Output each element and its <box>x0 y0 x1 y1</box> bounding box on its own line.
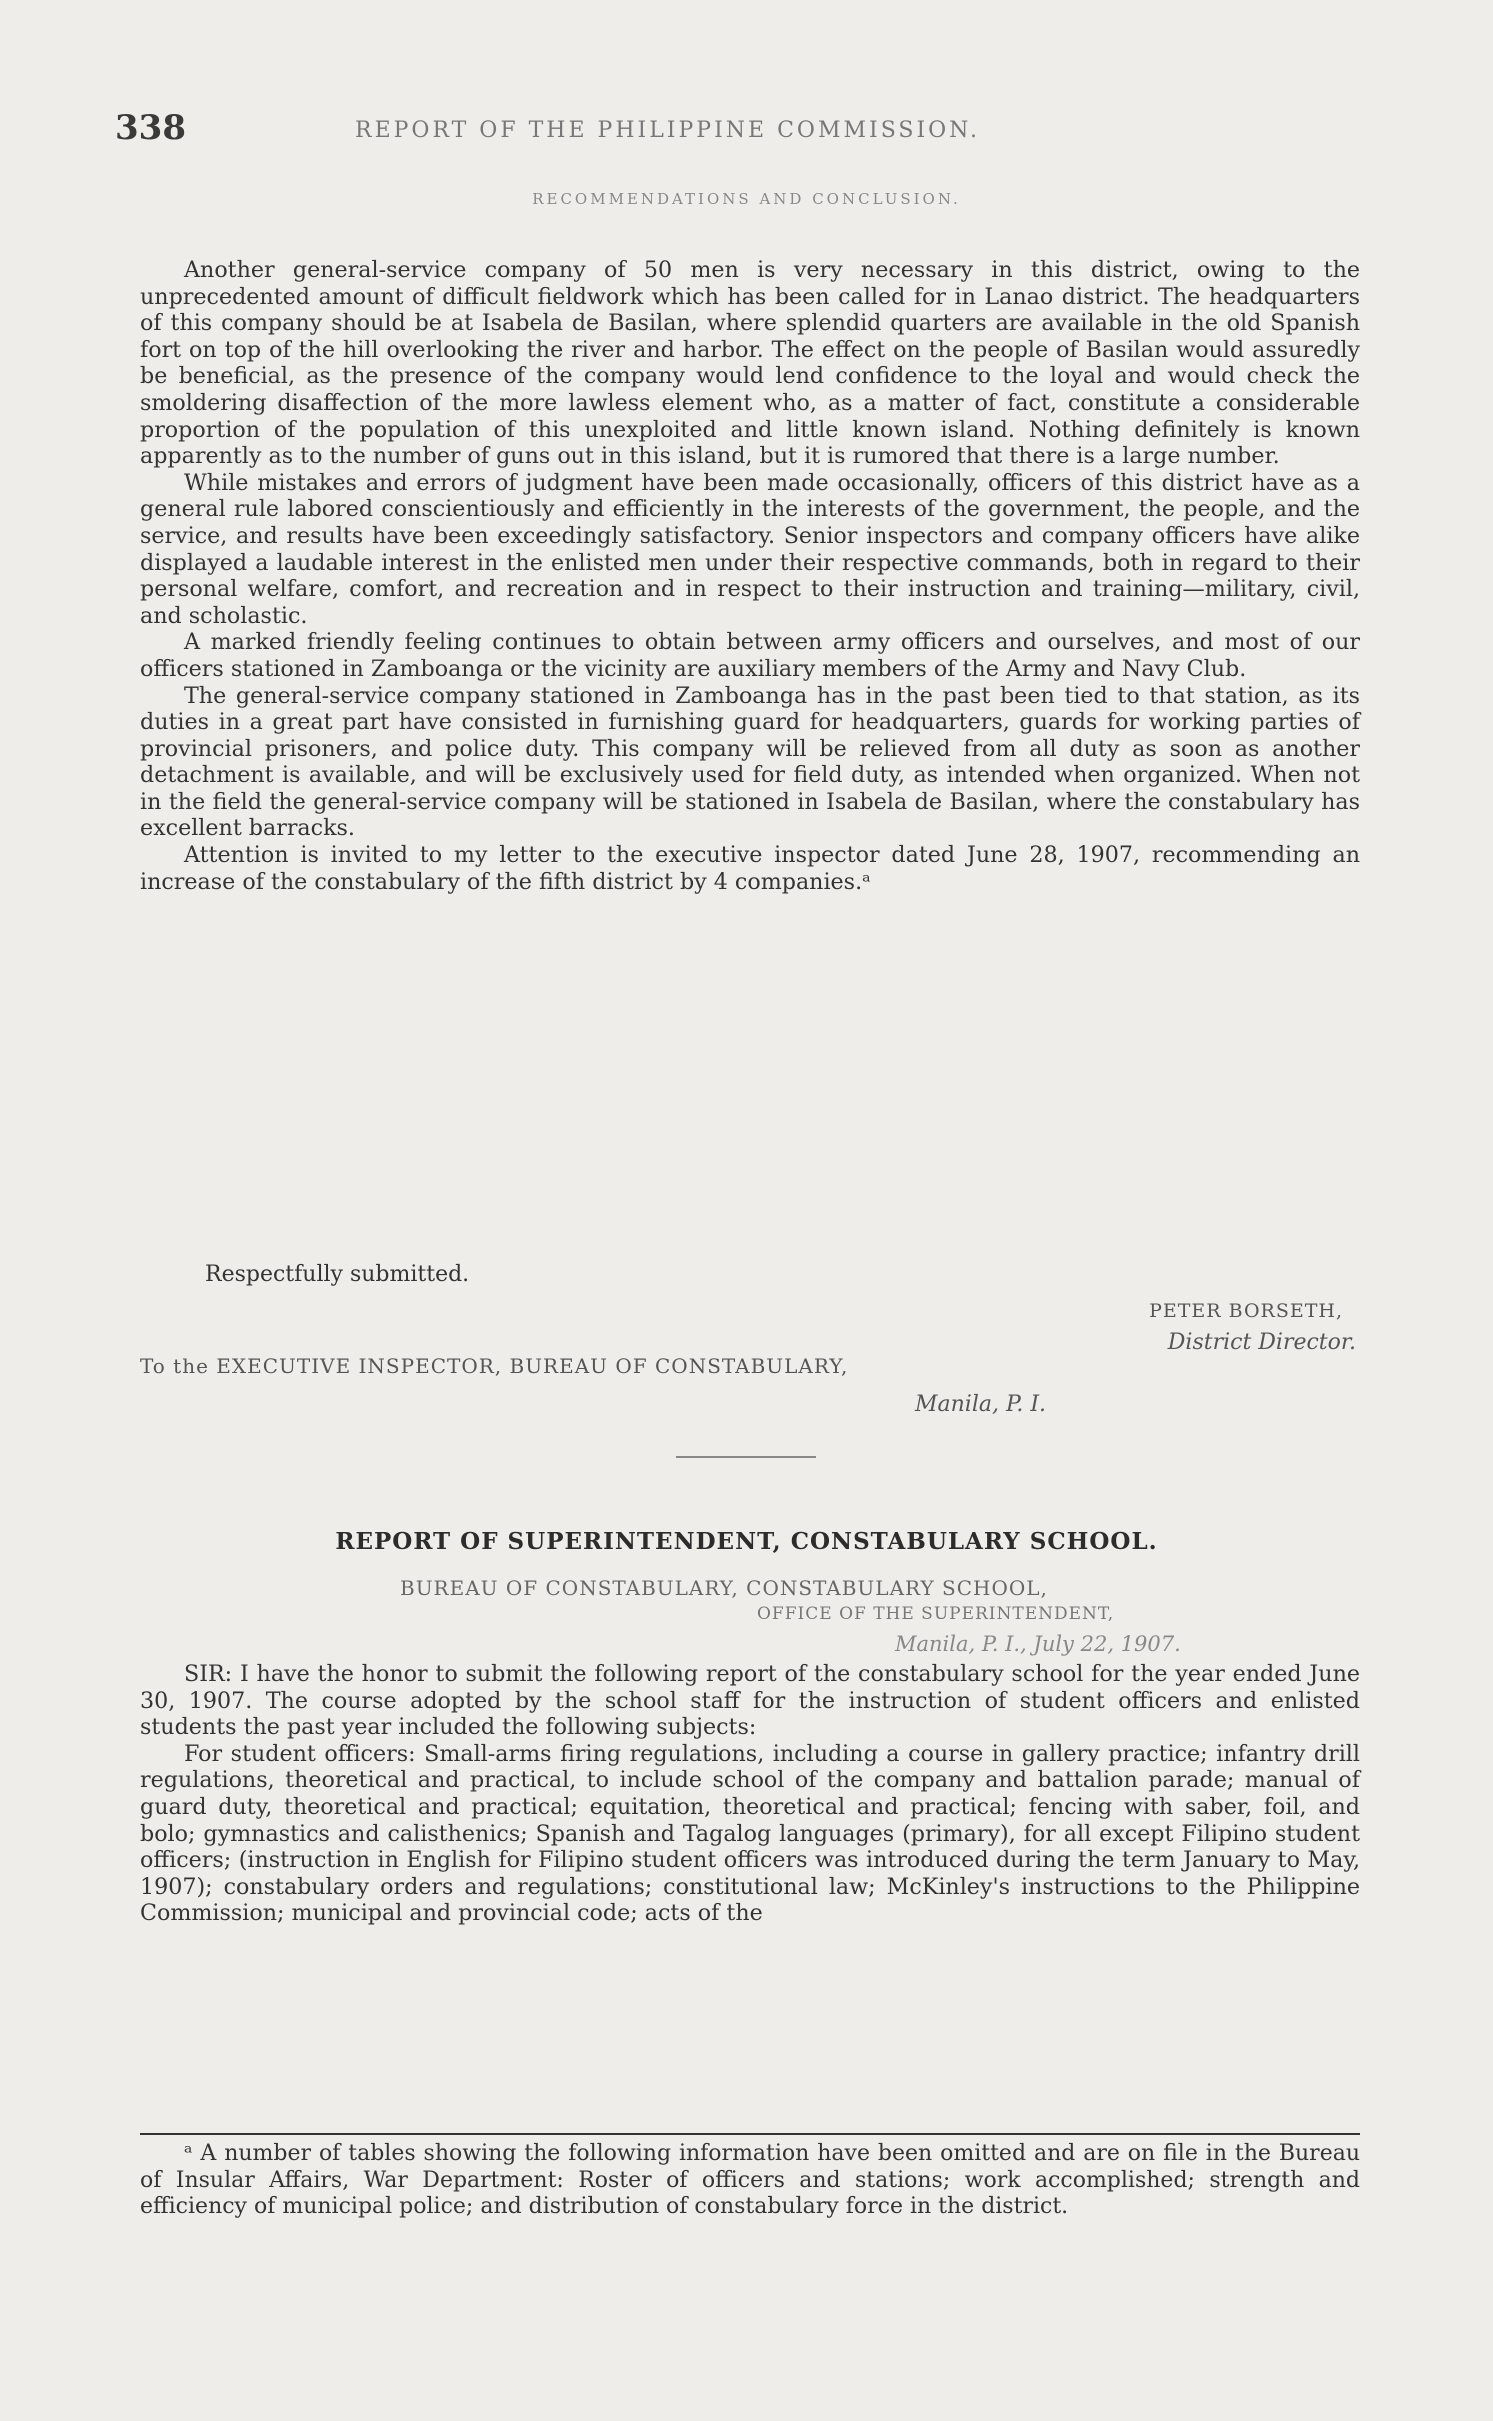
report-date: Manila, P. I., July 22, 1907. <box>895 1632 1181 1656</box>
paragraph: Another general-service company of 50 men is very necessary in this district, owing to the unprecedented amount of difficult fieldwork which has been called for in Lanao district. The headquarters of this company should be at Isabela de Basilan, where splendid quarters are available in the old Spanish fort on top of the hill overlooking the river and harbor. The effect on the people of Basilan would assuredly be beneficial, as the presence of the company would lend confidence to the loyal and would check the smoldering disaffection of the more lawless element who, as a matter of fact, constitute a considerable proportion of the population of this unexploited and little known island. Nothing definitely is known apparently as to the number of guns out in this island, but it is rumored that there is a large number. <box>140 257 1360 470</box>
closing-line: Respectfully submitted. <box>205 1262 470 1287</box>
footnote-divider <box>140 2133 1360 2135</box>
paragraph: SIR: I have the honor to submit the following report of the constabulary school for the year ended June 30, 1907. The course adopted by the school staff for the instruction of student officers and enlisted students the past year included the following subjects: <box>140 1661 1360 1741</box>
paragraph: For student officers: Small-arms firing regulations, including a course in gallery practice; infantry drill regulations, theoretical and practical, to include school of the company and battalion parade; manual of guard duty, theoretical and practical; equitation, theoretical and practical; fencing with saber, foil, and bolo; gymnastics and calisthenics; Spanish and Tagalog languages (primary), for all except Filipino student officers; (instruction in English for Filipino student officers was introduced during the term January to May, 1907); constabulary orders and regulations; constitutional law; McKinley's instructions to the Philippine Commission; municipal and provincial code; acts of the <box>140 1740 1360 1927</box>
addressee-city: Manila, P. I. <box>915 1392 1047 1417</box>
paragraph: While mistakes and errors of judgment have been made occasionally, officers of this district have as a general rule labored conscientiously and efficiently in the interests of the government, the people, and the service, and results have been exceedingly satisfactory. Senior inspectors and company officers have alike displayed a laudable interest in the enlisted men under their respective commands, both in regard to their personal welfare, comfort, and recreation and in respect to their instruction and training—military, civil, and scholastic. <box>140 469 1360 629</box>
report-from: BUREAU OF CONSTABULARY, CONSTABULARY SCHOOL, <box>400 1576 1048 1600</box>
running-header <box>115 108 1355 148</box>
signer-name: PETER BORSETH, <box>1149 1300 1343 1322</box>
report-body <box>140 1661 1360 1927</box>
signer-title: District Director. <box>1167 1330 1356 1355</box>
report-office: OFFICE OF THE SUPERINTENDENT, <box>757 1604 1115 1624</box>
report-title: REPORT OF SUPERINTENDENT, CONSTABULARY SCHOOL. <box>335 1528 1158 1555</box>
paragraph: A marked friendly feeling continues to obtain between army officers and ourselves, and most of our officers stationed in Zamboanga or the vicinity are auxiliary members of the Army and Navy Club. <box>140 629 1360 682</box>
section-divider <box>676 1456 816 1458</box>
letter-body <box>140 257 1360 895</box>
running-title: REPORT OF THE PHILIPPINE COMMISSION. <box>355 118 981 143</box>
paragraph: Attention is invited to my letter to the executive inspector dated June 28, 1907, recommending an increase of the constabulary of the fifth district by 4 companies.ᵃ <box>140 842 1360 895</box>
footnote: ᵃ A number of tables showing the following information have been omitted and are on file in the Bureau of Insular Affairs, War Department: Roster of officers and stations; work accomplished; strength and efficiency of municipal police; and distribution of constabulary force in the district. <box>140 2141 1360 2219</box>
paragraph: The general-service company stationed in Zamboanga has in the past been tied to that station, as its duties in a great part have consisted in furnishing guard for headquarters, guards for working parties of provincial prisoners, and police duty. This company will be relieved from all duty as soon as another detachment is available, and will be exclusively used for field duty, as intended when organized. When not in the field the general-service company will be stationed in Isabela de Basilan, where the constabulary has excellent barracks. <box>140 682 1360 842</box>
addressee: To the EXECUTIVE INSPECTOR, BUREAU OF CONSTABULARY, <box>140 1354 849 1378</box>
page-number: 338 <box>115 108 186 148</box>
section-heading: RECOMMENDATIONS AND CONCLUSION. <box>532 190 961 208</box>
